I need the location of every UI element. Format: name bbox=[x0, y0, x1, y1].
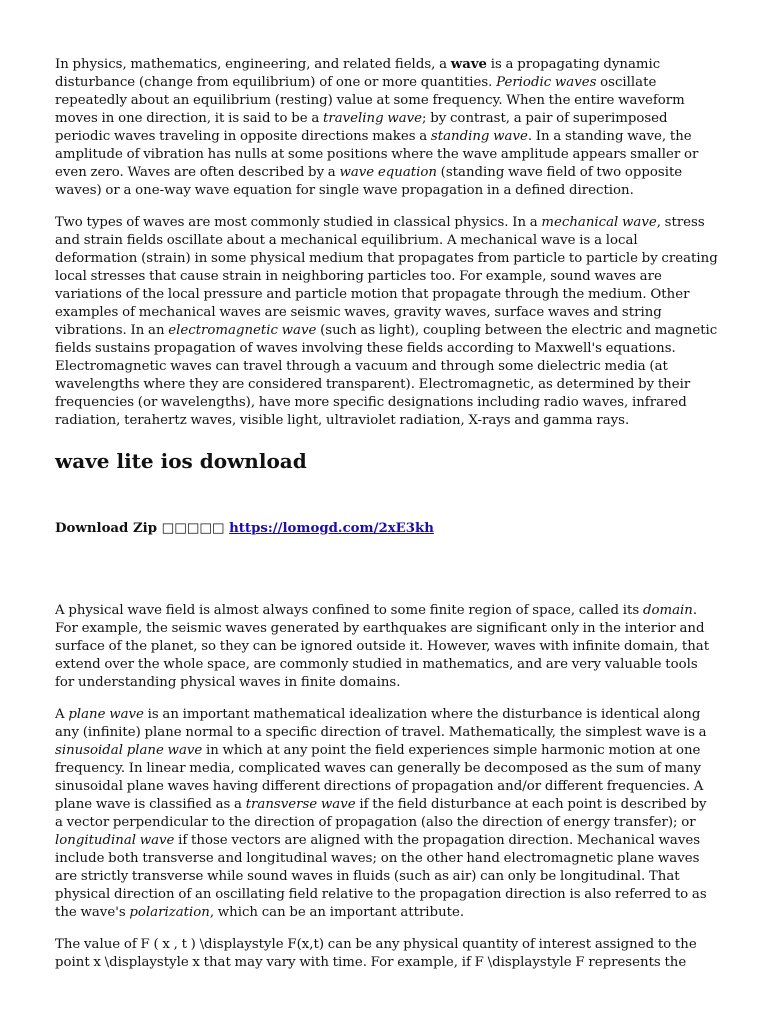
term-plane-wave: plane wave bbox=[68, 707, 144, 722]
download-link[interactable]: https://lomogd.com/2xE3kh bbox=[229, 521, 434, 536]
term-periodic-waves: Periodic waves bbox=[496, 75, 597, 90]
term-domain: domain bbox=[642, 603, 693, 618]
term-traveling-wave: traveling wave bbox=[323, 111, 423, 126]
term-wave: wave bbox=[450, 57, 488, 72]
term-sinusoidal-plane-wave: sinusoidal plane wave bbox=[55, 743, 203, 758]
download-line bbox=[55, 520, 718, 538]
paragraph-wave-definition: In physics, mathematics, engineering, and related fields, a wave is a propagating dynamic disturbance (change from equilibrium) of one or more quantities. Periodic waves oscillate repeatedly about an equilibrium (resting) value at some frequency. When the entire waveform moves in one direction, it is said to be a traveling wave; by contrast, a pair of superimposed periodic waves traveling in opposite directions makes a standing wave. In a standing wave, the amplitude of vibration has nulls at some positions where the wave amplitude appears smaller or even zero. Waves are often described by a wave equation (standing wave field of two opposite waves) or a one-way wave equation for single wave propagation in a defined direction. bbox=[55, 57, 699, 198]
paragraph-plane-wave: A plane wave is an important mathematical idealization where the disturbance is identical along any (infinite) plane normal to a specific direction of travel. Mathematically, the simplest wave is a sinusoidal plane wave in which at any point the field experiences simple harmonic motion at one frequency. In linear media, complicated waves can generally be decomposed as the sum of many sinusoidal plane waves having different directions of propagation and/or different frequencies. A plane wave is classified as a transverse wave if the field disturbance at each point is described by a vector perpendicular to the direction of propagation (also the direction of energy transfer); or longitudinal wave if those vectors are aligned with the propagation direction. Mechanical waves include both transverse and longitudinal waves; on the other hand electromagnetic plane waves are strictly transverse while sound waves in fluids (such as air) can only be longitudinal. That physical direction of an oscillating field relative to the propagation direction is also referred to as the wave's polarization, which can be an important attribute. bbox=[55, 707, 707, 920]
download-label: Download Zip bbox=[55, 521, 162, 536]
term-mechanical-wave: mechanical wave bbox=[541, 215, 657, 230]
paragraph-wave-types: Two types of waves are most commonly studied in classical physics. In a mechanical wave, stress and strain fields oscillate about a mechanical equilibrium. A mechanical wave is a local deformation (strain) in some physical medium that propagates from particle to particle by creating local stresses that cause strain in neighboring particles too. For example, sound waves are variations of the local pressure and particle motion that propagate through the medium. Other examples of mechanical waves are seismic waves, gravity waves, surface waves and string vibrations. In an electromagnetic wave (such as light), coupling between the electric and magnetic fields sustains propagation of waves involving these fields according to Maxwell's equations. Electromagnetic waves can travel through a vacuum and through some dielectric media (at wavelengths where they are considered transparent). Electromagnetic, as determined by their frequencies (or wavelengths), have more specific designations including radio waves, infrared radiation, terahertz waves, visible light, ultraviolet radiation, X-rays and gamma rays. bbox=[55, 215, 718, 428]
term-wave-equation: wave equation bbox=[339, 165, 437, 180]
term-standing-wave: standing wave bbox=[430, 129, 528, 144]
paragraph-wave-value: The value of F ( x , t ) \displaystyle F(x,t) can be any physical quantity of interest assigned to the point x \displaystyle x that may vary with time. For example, if F \displaystyle F represents the bbox=[55, 937, 697, 970]
paragraph-wave-domain: A physical wave field is almost always confined to some finite region of space, called its domain. For example, the seismic waves generated by earthquakes are significant only in the interior and surface of the planet, so they can be ignored outside it. However, waves with infinite domain, that extend over the whole space, are commonly studied in mathematics, and are very valuable tools for understanding physical waves in finite domains. bbox=[55, 603, 710, 690]
term-transverse-wave: transverse wave bbox=[245, 797, 356, 812]
term-electromagnetic-wave: electromagnetic wave bbox=[168, 323, 317, 338]
arrow-glyphs: □□□□□ bbox=[161, 521, 230, 536]
section-heading: wave lite ios download bbox=[55, 449, 307, 473]
spacer bbox=[55, 538, 718, 602]
term-longitudinal-wave: longitudinal wave bbox=[55, 833, 175, 848]
term-polarization: polarization bbox=[129, 905, 210, 920]
